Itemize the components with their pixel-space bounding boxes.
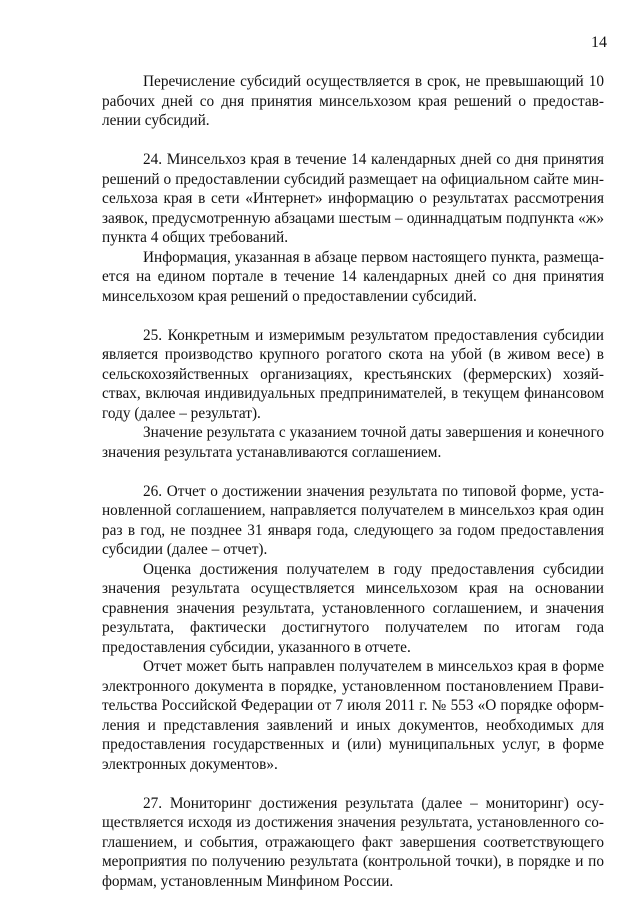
paragraph-transfer-term: Перечисление субсидий осуществляется в срок, не превышающий 10 рабочих дней со дня принятия минсельхозом края решений о предоставлении субсидий. [102, 73, 604, 129]
document-body [102, 72, 604, 891]
paragraph-26-electronic: Отчет может быть направлен получателем в минсельхоз края в форме электронного документа в порядке, установленном постановлением Правительства Российской Федерации от 7 июля 2011 г. № 553 «О порядке оформления и представления заявлений и иных документов, необходимых для предоставления государственных и (или) муниципальных услуг, в форме электронных документов». [102, 658, 604, 773]
page-number: 14 [591, 34, 607, 51]
paragraph-24: 24. Минсельхоз края в течение 14 календарных дней со дня принятия решений о предоставлении субсидий размещает на официальном сайте минсельхоза края в сети «Интернет» информацию о результатах рассмотрения заявок, предусмотренную абзацами шестым – одиннадцатым подпункта «ж» пункта 4 общих требований. [102, 151, 604, 246]
paragraph-27: 27. Мониторинг достижения результата (далее – мониторинг) осуществляется исходя из достижения значения результата, установленного соглашением, и события, отражающего факт завершения соответствующего мероприятия по получению результата (контрольной точки), в порядке и по формам, установленным Минфином России. [102, 794, 604, 890]
paragraph-25: 25. Конкретным и измеримым результатом предоставления субсидии является производство крупного рогатого скота на убой (в живом весе) в сельскохозяйственных организациях, крестьянских (фермерских) хозяйствах, включая индивидуальных предпринимателей, в текущем финансовом году (далее – результат). [102, 326, 604, 422]
paragraph-26: 26. Отчет о достижении значения результата по типовой форме, установленной соглашением, направляется получателем в минсельхоз края один раз в год, не позднее 31 января года, следующего за годом предоставления субсидии (далее – отчет). [102, 482, 604, 558]
paragraph-24-info: Информация, указанная в абзаце первом настоящего пункта, размещается на едином портале в течение 14 календарных дней со дня принятия минсельхозом края решений о предоставлении субсидий. [102, 248, 604, 305]
paragraph-25-value: Значение результата с указанием точной даты завершения и конечного значения результата устанавливаются соглашением. [102, 424, 604, 461]
paragraph-26-assessment: Оценка достижения получателем в году предоставления субсидии значения результата осуществляется минсельхозом края на основании сравнения значения результата, установленного соглашением, и значения результата, фактически достигнутого получателем по итогам года предоставления субсидии, указанного в отчете. [102, 560, 604, 656]
